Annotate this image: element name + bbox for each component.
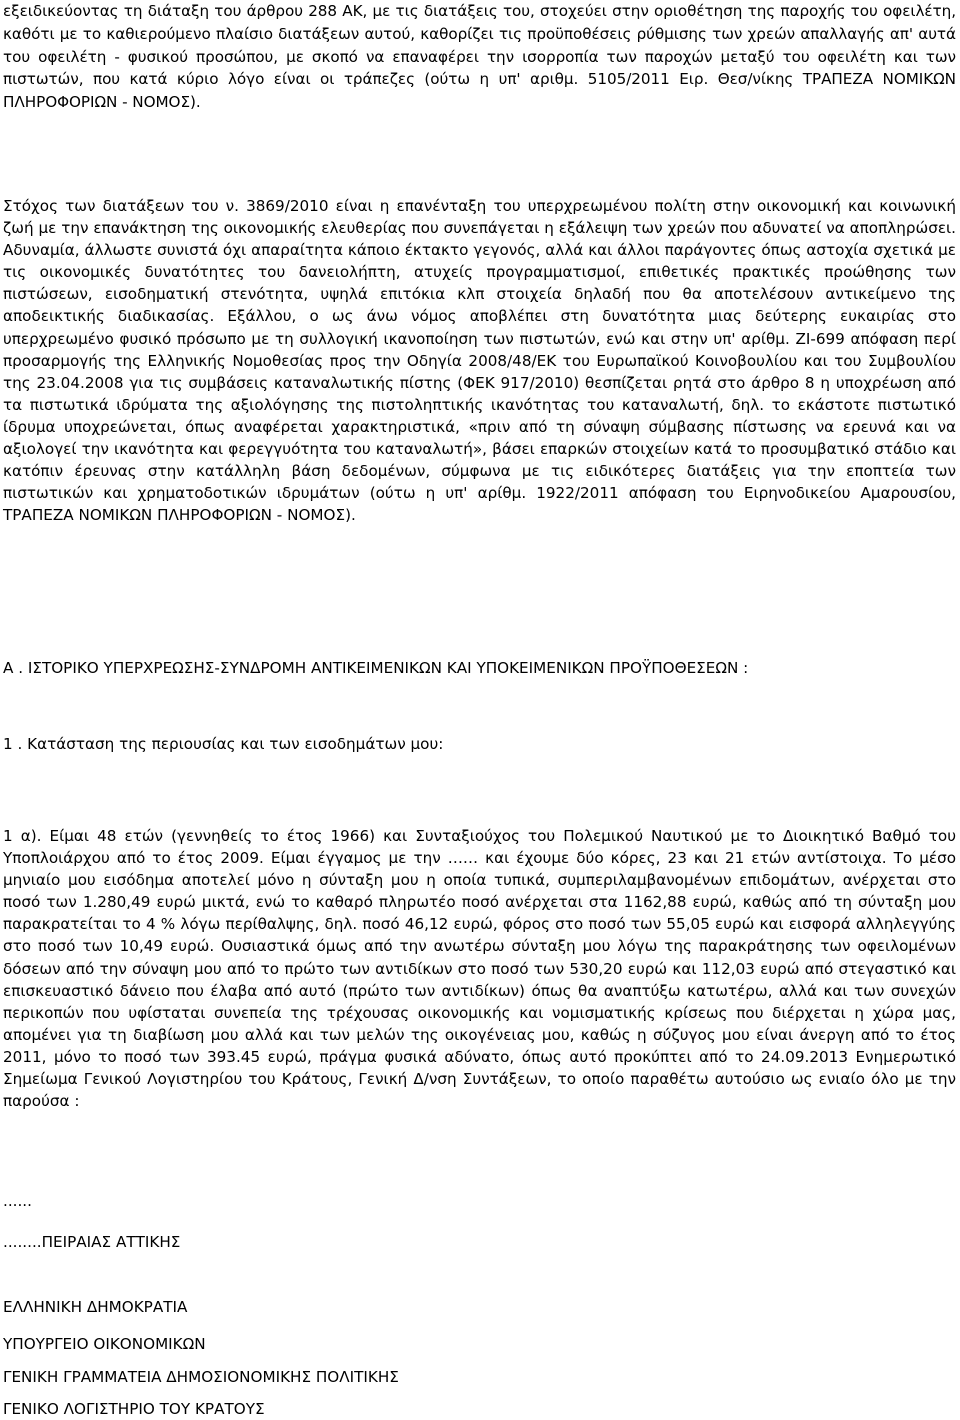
section-a-heading: Α . ΙΣΤΟΡΙΚΟ ΥΠΕΡΧΡΕΩΣΗΣ-ΣΥΝΔΡΟΜΗ ΑΝΤΙΚΕΙΜΕΝΙΚΩΝ ΚΑΙ ΥΠΟΚΕΙΜΕΝΙΚΩΝ ΠΡΟΫΠΟΘΕΣΕΩΝ : [3, 659, 749, 677]
intro-paragraph: εξειδικεύοντας τη διάταξη του άρθρου 288 ΑΚ, με τις διατάξεις του, στοχεύει στην οριοθέτηση της παροχής του οφειλέτη, καθότι με το καθιερούμενο πλαίσιο διατάξεων αυτού, καθορίζει τις προϋποθέσεις ρύθμισης των χρεών απαλλαγής απ' αυτά του οφειλέτη - φυσικού προσώπου, με σκοπό να επαναφέρει την ισορροπία των παροχών μεταξύ του οφειλέτη και των πιστωτών, που κατά κύριο λόγο είναι οι τράπεζες (ούτω η υπ' αριθμ. 5105/2011 Ειρ. Θεσ/νίκης ΤΡΑΠΕΖΑ ΝΟΜΙΚΩΝ ΠΛΗΡΟΦΟΡΙΩΝ - ΝΟΜΟΣ). [3, 2, 956, 112]
dots-line: ...... [3, 1192, 32, 1210]
section-1-heading: 1 . Κατάσταση της περιουσίας και των εισοδημάτων μου: [3, 735, 444, 753]
piraeus-line: ........ΠΕΙΡΑΙΑΣ ΑΤΤΙΚΗΣ [3, 1233, 181, 1251]
purpose-paragraph: Στόχος των διατάξεων του ν. 3869/2010 είναι η επανένταξη του υπερχρεωμένου πολίτη στην οικονομική και κοινωνική ζωή με την επανάκτηση της οικονομικής ελευθερίας που συνεπάγεται η εξάλειψη των χρεών που αδυνατεί να αποπληρώσει. Αδυναμία, άλλωστε συνιστά όχι απαραίτητα κάποιο έκτακτο γεγονός, αλλά και άλλοι παράγοντες όπως αστοχία σχετικά με τις οικονομικές δυνατότητες του δανειολήπτη, ατυχείς προγραμματισμοί, επιθετικές πρακτικές προώθησης των πιστώσεων, εισοδηματική στενότητα, υψηλά επιτόκια κλπ στοιχεία δηλαδή που θα αποτελέσουν αντικείμενο της αποδεικτικής διαδικασίας. Εξάλλου, ο ως άνω νόμος αποβλέπει στη δυνατότητα μιας δεύτερης ευκαιρίας στο υπερχρεωμένο φυσικό πρόσωπο με τη συλλογική ικανοποίηση των πιστωτών, ενώ και στην υπ' αρίθμ. ΖΙ-699 απόφαση περί προσαρμογής της Ελληνικής Νομοθεσίας προς την Οδηγία 2008/48/ΕΚ του Ευρωπαϊκού Κοινοβουλίου και του Συμβουλίου της 23.04.2008 για τις συμβάσεις καταναλωτικής πίστης (ΦΕΚ 917/2010) θεσπίζεται ρητά στο άρθρο 8 η υποχρέωση από τα πιστωτικά ιδρύματα της αξιολόγησης της πιστοληπτικής ικανότητας του καταναλωτή, δηλ. το εκάστοτε πιστωτικό ίδρυμα υποχρεώνεται, όπως αναφέρεται χαρακτηριστικά, «πριν από τη σύναψη σύμβασης πίστωσης να ερευνά και να αξιολογεί την ικανότητα και φερεγγυότητα του καταναλωτή», βάσει επαρκών στοιχείων κατά το προσυμβατικό στάδιο και κατόπιν έρευνας στην κατάλληλη βάση δεδομένων, σύμφωνα με τις ειδικότερες διατάξεις για την εποπτεία των πιστωτικών και χρηματοδοτικών ιδρυμάτων (ούτω η υπ' αρίθμ. 1922/2011 απόφαση του Ειρηνοδικείου Αμαρουσίου, ΤΡΑΠΕΖΑ ΝΟΜΙΚΩΝ ΠΛΗΡΟΦΟΡΙΩΝ - ΝΟΜΟΣ). [3, 197, 956, 525]
gov-line-hellenic-republic: ΕΛΛΗΝΙΚΗ ΔΗΜΟΚΡΑΤΙΑ [3, 1298, 188, 1316]
gov-line-ministry: ΥΠΟΥΡΓΕΙΟ ΟΙΚΟΝΟΜΙΚΩΝ [3, 1335, 206, 1353]
gov-line-secretariat: ΓΕΝΙΚΗ ΓΡΑΜΜΑΤΕΙΑ ΔΗΜΟΣΙΟΝΟΜΙΚΗΣ ΠΟΛΙΤΙΚΗΣ [3, 1368, 399, 1386]
gov-line-accounting-office: ΓΕΝΙΚΟ ΛΟΓΙΣΤΗΡΙΟ ΤΟΥ ΚΡΑΤΟΥΣ [3, 1400, 265, 1418]
section-1a-paragraph: 1 α). Είμαι 48 ετών (γεννηθείς το έτος 1966) και Συνταξιούχος του Πολεμικού Ναυτικού με το Διοικητικό Βαθμό του Υποπλοιάρχου από το έτος 2009. Είμαι έγγαμος με την …… και έχουμε δύο κόρες, 23 και 21 ετών αντίστοιχα. Το μέσο μηνιαίο μου εισόδημα αποτελεί μόνο η σύνταξη μου η οποία τυπικά, συμπεριλαμβανομένων επιδομάτων, ανέρχεται στο ποσό των 1.280,49 ευρώ μικτά, ενώ το καθαρό πληρωτέο ποσό ανέρχεται στα 1162,88 ευρώ, καθώς από τη σύνταξη μου παρακρατείται το 4 % λόγω περίθαλψης, δηλ. ποσό 46,12 ευρώ, φόρος στο ποσό των 55,05 ευρώ και εισφορά αλληλεγγύης στο ποσό των 10,49 ευρώ. Ουσιαστικά όμως από την ανωτέρω σύνταξη μου λόγω της παρακράτησης των οφειλομένων δόσεων από την σύναψη μου από το πρώτο των αντιδίκων στο ποσό των 530,20 ευρώ και 112,03 ευρώ από στεγαστικό και επισκευαστικό δάνειο που έλαβα από αυτό (πρώτο των αντιδίκων) όπως θα αναπτύξω κατωτέρω, αλλά και των συνεχών περικοπών που υφίσταται συνεπεία της τρέχουσας οικονομικής και νομισματικής κρίσεως που διέρχεται η χώρα μας, απομένει για τη διαβίωση μου αλλά και των μελών της οικογένειας μου, καθώς η σύζυγος μου είναι άνεργη από το έτος 2011, μόνο το ποσό των 393.45 ευρώ, πράγμα φυσικά αδύνατο, όπως αυτό προκύπτει από το 24.09.2013 Ενημερωτικό Σημείωμα Γενικού Λογιστηρίου του Κράτους, Γενική Δ/νση Συντάξεων, το οποίο παραθέτω αυτούσιο ως ενιαίο όλο με την παρούσα : [3, 827, 956, 1111]
